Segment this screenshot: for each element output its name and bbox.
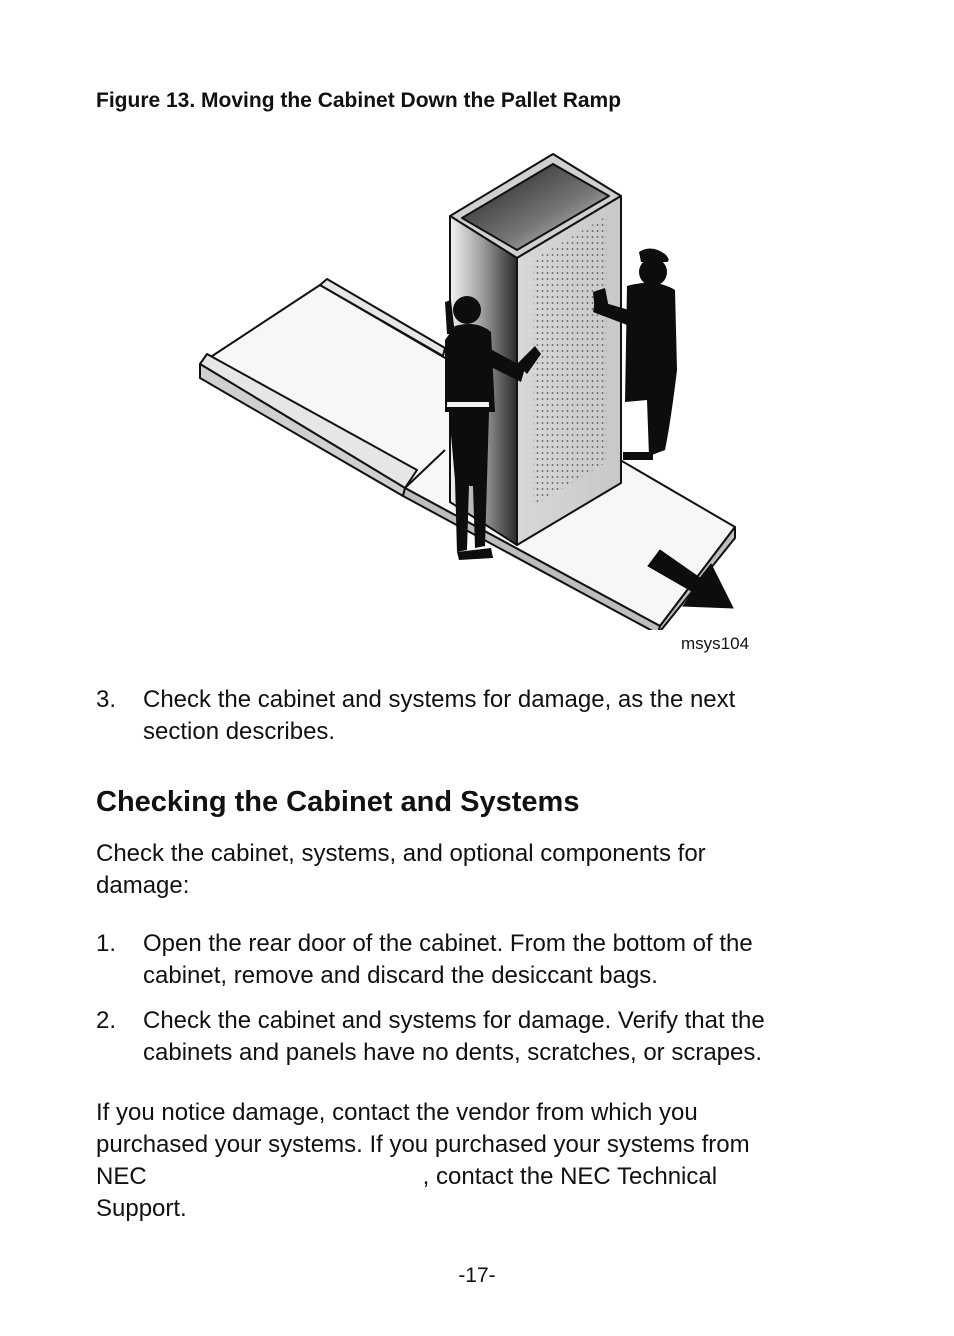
paragraph-text: NEC — [96, 1163, 147, 1190]
paragraph-line: damage: — [96, 872, 190, 899]
closing-paragraph — [96, 1097, 836, 1225]
list-text-line: cabinets and panels have no dents, scratches, or scrapes. — [143, 1039, 763, 1066]
paragraph-line — [96, 1161, 836, 1193]
paragraph-line: purchased your systems. If you purchased your systems from — [96, 1131, 750, 1158]
paragraph-line: Support. — [96, 1195, 187, 1222]
list-item — [96, 684, 856, 748]
list-text-line: cabinet, remove and discard the desiccant bags. — [143, 962, 658, 989]
list-text-line: Open the rear door of the cabinet. From the bottom of the — [143, 930, 753, 957]
figure-illustration — [195, 150, 755, 630]
intro-paragraph — [96, 838, 836, 902]
list-text-line: section describes. — [143, 718, 336, 745]
list-text-line: Check the cabinet and systems for damage, as the next — [143, 686, 736, 713]
paragraph-line: If you notice damage, contact the vendor from which you — [96, 1099, 698, 1126]
list-text-line: Check the cabinet and systems for damage. Verify that the — [143, 1007, 765, 1034]
list-number: 2. — [96, 1007, 117, 1034]
list-item — [96, 928, 856, 992]
list-item — [96, 1005, 856, 1069]
figure-caption: Figure 13. Moving the Cabinet Down the Pallet Ramp — [96, 89, 622, 112]
list-number: 3. — [96, 686, 117, 713]
paragraph-line: Check the cabinet, systems, and optional components for — [96, 840, 706, 867]
figure-id-label: msys104 — [681, 634, 750, 653]
page-number: -17- — [458, 1264, 496, 1287]
list-number: 1. — [96, 930, 117, 957]
section-heading: Checking the Cabinet and Systems — [96, 786, 580, 818]
paragraph-text: , contact the NEC Technical — [422, 1163, 718, 1190]
